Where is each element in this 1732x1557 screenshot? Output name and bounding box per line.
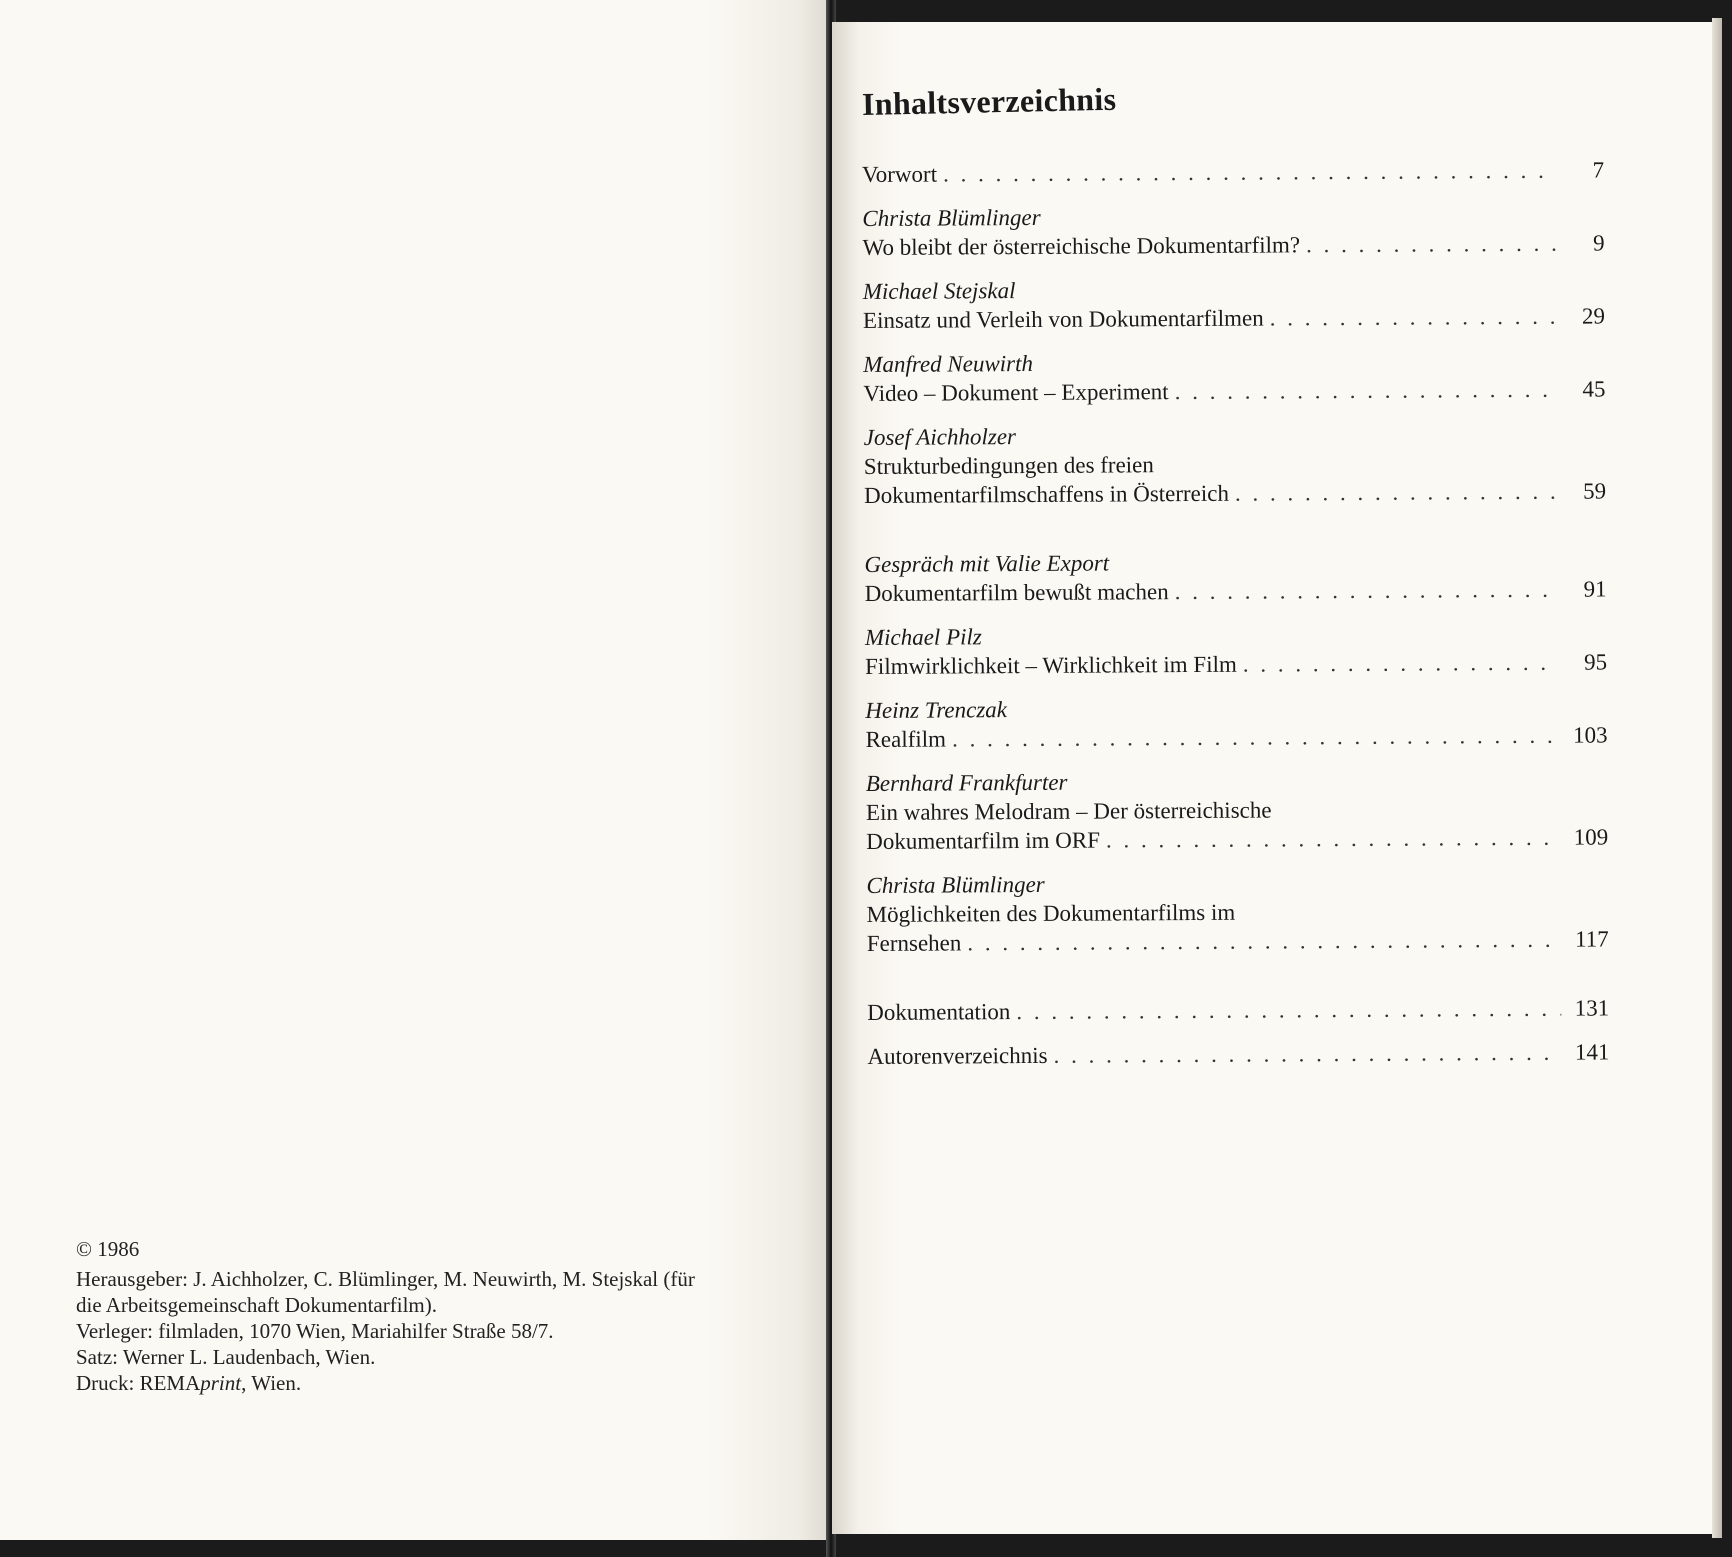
toc-title-row	[865, 720, 1607, 754]
dot-leader	[943, 156, 1556, 189]
toc-title: Fernsehen	[866, 930, 962, 956]
toc-page-number: 141	[1574, 1039, 1610, 1065]
toc-entry	[862, 155, 1604, 189]
dot-leader	[1175, 375, 1558, 406]
typesetting-line: Satz: Werner L. Laudenbach, Wien.	[76, 1345, 376, 1369]
publisher-line: Verleger: filmladen, 1070 Wien, Mariahilfer Straße 58/7.	[76, 1319, 554, 1343]
dot-leader	[967, 925, 1561, 958]
toc-title: Dokumentation	[867, 999, 1011, 1025]
toc-author: Michael Stejskal	[862, 278, 1016, 304]
toc-title-row	[865, 574, 1607, 608]
print-label: Druck: REMA	[76, 1371, 201, 1395]
toc-title: Filmwirklichkeit – Wirklichkeit im Film	[865, 651, 1237, 679]
toc-page-number: 7	[1592, 157, 1605, 183]
toc-entry	[864, 418, 1607, 510]
print-rest: , Wien.	[241, 1371, 302, 1395]
toc-heading: Inhaltsverzeichnis	[861, 80, 1117, 122]
toc-entry	[867, 1037, 1609, 1071]
table-of-contents	[862, 155, 1610, 1086]
toc-title: Vorwort	[862, 161, 938, 187]
toc-author: Christa Blümlinger	[866, 871, 1045, 898]
print-italic: print	[200, 1371, 242, 1395]
toc-title-line: Möglichkeiten des Dokumentarfilms im	[866, 899, 1236, 927]
page-edge	[1712, 18, 1722, 1538]
toc-page-number: 91	[1583, 576, 1607, 602]
toc-title-row	[864, 476, 1606, 510]
toc-author: Christa Blümlinger	[862, 204, 1041, 231]
dot-leader	[1306, 229, 1557, 260]
imprint-block	[76, 1236, 836, 1396]
toc-page-number: 9	[1592, 230, 1605, 256]
toc-title: Wo bleibt der österreichische Dokumentarfilm?	[862, 232, 1301, 260]
editors-line: Herausgeber: J. Aichholzer, C. Blümlinger, M. Neuwirth, M. Stejskal (für	[76, 1267, 695, 1291]
toc-title-row	[866, 822, 1608, 856]
toc-page-number: 131	[1574, 995, 1610, 1021]
toc-page-number: 59	[1582, 478, 1607, 504]
toc-title-row	[862, 228, 1604, 262]
dot-leader	[1106, 823, 1560, 855]
toc-page-number: 95	[1584, 649, 1608, 675]
toc-title: Einsatz und Verleih von Dokumentarfilmen	[862, 305, 1264, 333]
dot-leader	[952, 721, 1560, 754]
toc-title-row	[867, 1037, 1609, 1071]
toc-title: Dokumentarfilmschaffens in Österreich	[863, 480, 1230, 508]
toc-page-number: 29	[1581, 303, 1606, 329]
dot-leader	[1270, 302, 1557, 333]
toc-entry	[863, 272, 1605, 335]
toc-author: Bernhard Frankfurter	[865, 769, 1068, 796]
toc-entry	[865, 691, 1607, 754]
toc-title-row	[862, 155, 1604, 189]
toc-title: Autorenverzeichnis	[867, 1042, 1048, 1069]
toc-page-number: 103	[1572, 722, 1608, 748]
toc-page-number: 45	[1582, 376, 1606, 402]
toc-entry	[867, 993, 1609, 1027]
toc-entry	[863, 345, 1605, 408]
print-line	[76, 1370, 836, 1396]
dot-leader	[1016, 994, 1561, 1026]
editors-line-cont: die Arbeitsgemeinschaft Dokumentarfilm).	[76, 1293, 437, 1317]
toc-title-row	[867, 924, 1609, 958]
toc-title: Video – Dokument – Experiment	[863, 379, 1169, 406]
toc-title-row	[863, 301, 1605, 335]
toc-title: Dokumentarfilm bewußt machen	[864, 579, 1169, 606]
toc-page-number: 117	[1575, 926, 1609, 952]
toc-entry	[862, 199, 1604, 262]
toc-title-row	[863, 374, 1605, 408]
toc-title: Dokumentarfilm im ORF	[866, 827, 1101, 854]
dot-leader	[1235, 477, 1558, 508]
toc-title-row	[867, 993, 1609, 1027]
toc-entry	[866, 764, 1609, 856]
toc-title: Realfilm	[865, 726, 947, 752]
toc-title-row	[865, 647, 1607, 681]
left-page	[0, 0, 832, 1540]
toc-author: Gespräch mit Valie Export	[864, 550, 1110, 577]
dot-leader	[1053, 1038, 1561, 1070]
toc-author: Josef Aichholzer	[863, 424, 1017, 450]
toc-page-number: 109	[1573, 824, 1609, 850]
toc-author: Michael Pilz	[864, 624, 982, 650]
dot-leader	[1175, 575, 1559, 606]
toc-entry	[864, 545, 1606, 608]
toc-author: Heinz Trenczak	[865, 697, 1008, 723]
copyright-line: © 1986	[76, 1237, 140, 1261]
toc-entry	[865, 618, 1607, 681]
toc-entry	[866, 866, 1609, 958]
toc-author: Manfred Neuwirth	[863, 350, 1034, 377]
dot-leader	[1243, 648, 1559, 679]
toc-title-line: Strukturbedingungen des freien	[863, 452, 1154, 479]
toc-title-line: Ein wahres Melodram – Der österreichische	[865, 797, 1272, 825]
